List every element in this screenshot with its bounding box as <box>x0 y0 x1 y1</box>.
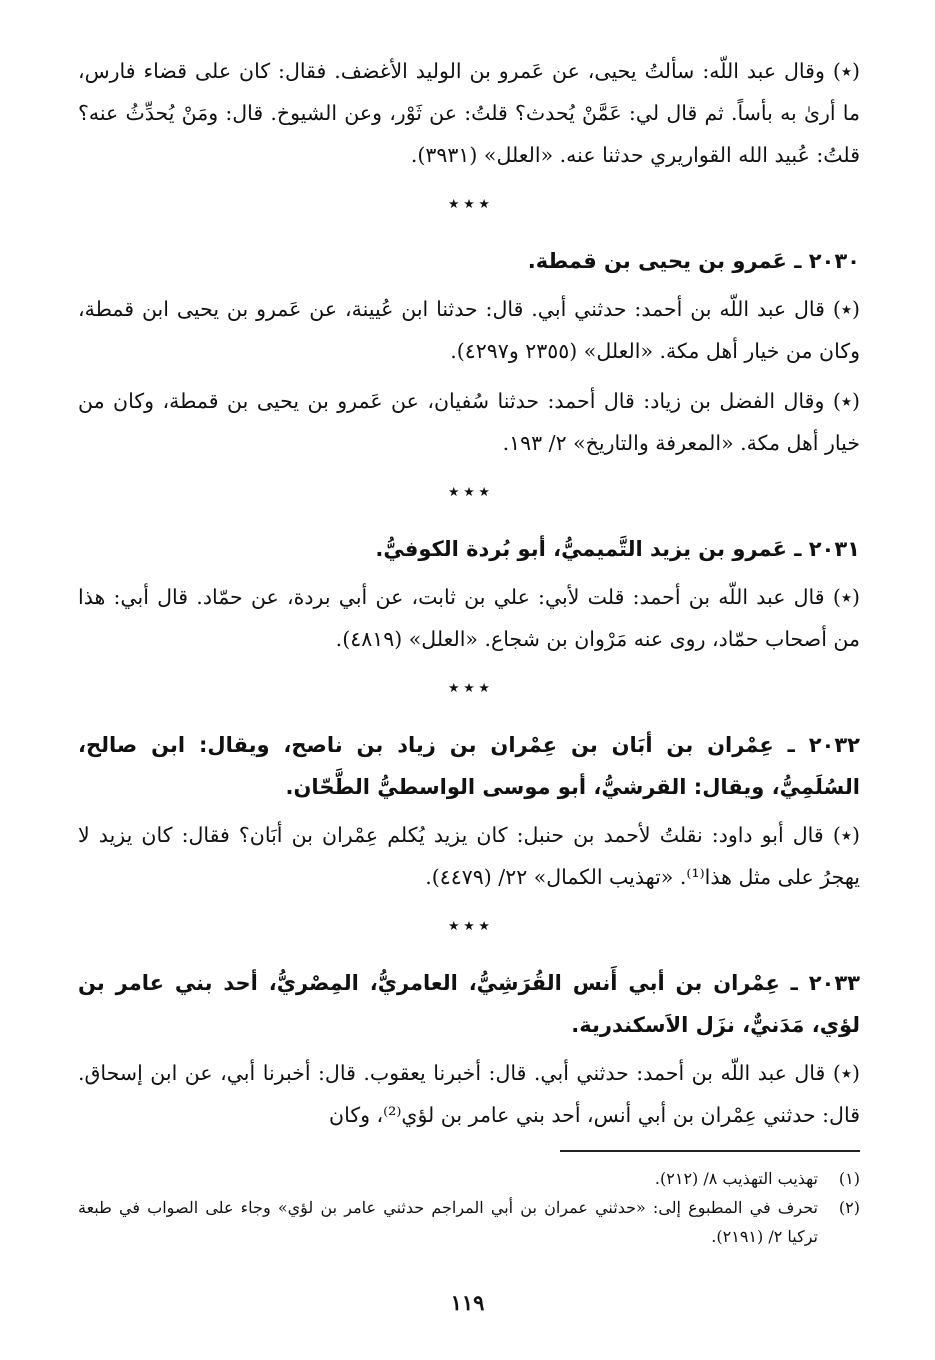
narration-paragraph: (٭) قال أبو داود: نقلتُ لأحمد بن حنبل: كان يزيد يُكلم عِمْران بن أبَان؟ فقال: كان يزيد لا يهجرُ على مثل هذا⁽¹⁾. «تهذيب الكمال» ٢٢/ (٤٤٧٩). <box>78 823 860 889</box>
page-number: ١١٩ <box>450 1290 485 1315</box>
section-separator: ٭ ٭ ٭ <box>449 916 489 936</box>
section-separator: ٭ ٭ ٭ <box>449 482 489 502</box>
footnote-divider <box>560 1150 860 1152</box>
footnotes <box>78 1164 860 1251</box>
footnote-text: تحرف في المطبوع إلى: «حدثني عمران بن أبي المراجم حدثني عامر بن لؤي» وجاء على الصواب في طبعة تركيا ٢/ (٢١٩١). <box>78 1198 818 1246</box>
entry-heading: ٢٠٣٣ ـ عِمْران بن أبي أَنس القُرَشِيُّ، العامريُّ، المِصْريُّ، أحد بني عامر بن لؤي، مَدَنيٌّ، نزَل الاَسكندرية. <box>78 971 860 1037</box>
narration-paragraph: (٭) وقال عبد اللّه: سألتُ يحيى، عن عَمرو بن الوليد الأغضف. فقال: كان على قضاء فارس، ما أرىٰ به بأساً. ثم قال لي: عَمَّنْ يُحدث؟ قلتُ: عن ثَوْر، وعن الشيوخ. قال: ومَنْ يُحدِّثُ عنه؟ قلتُ: عُبيد الله القواريري حدثنا عنه. «العلل» (٣٩٣١). <box>78 59 860 167</box>
entry-2032 <box>78 724 860 898</box>
entry-2031 <box>78 528 860 660</box>
narration-paragraph: (٭) قال عبد اللّه بن أحمد: حدثني أبي. قال: أخبرنا يعقوب. قال: أخبرنا أبي، عن ابن إسحاق. قال: حدثني عِمْران بن أبي أنس، أحد بني عامر بن لؤي⁽²⁾، وكان <box>78 1061 860 1127</box>
narration-paragraph: (٭) وقال الفضل بن زياد: قال أحمد: حدثنا سُفيان، عن عَمرو بن يحيى بن قمطة، وكان من خيار أهل مكة. «المعرفة والتاريخ» ٢/ ١٩٣. <box>78 389 860 455</box>
footnote <box>78 1193 860 1251</box>
entry-heading: ٢٠٣١ ـ عَمرو بن يزيد التَّميميُّ، أبو بُردة الكوفيُّ. <box>375 537 860 561</box>
footnote <box>78 1164 860 1193</box>
section-separator: ٭ ٭ ٭ <box>449 194 489 214</box>
footnote-number: (١) <box>838 1169 860 1188</box>
entry-2029-continuation <box>78 50 860 176</box>
narration-paragraph: (٭) قال عبد اللّه بن أحمد: قلت لأبي: علي بن ثابت، عن أبي بردة، عن حمّاد. قال أبي: هذا من أصحاب حمّاد، روى عنه مَرْوان بن شجاع. «العلل» (٤٨١٩). <box>78 585 860 651</box>
entry-2033 <box>78 962 860 1136</box>
narration-paragraph: (٭) قال عبد اللّه بن أحمد: حدثني أبي. قال: حدثنا ابن عُيينة، عن عَمرو بن يحيى ابن قمطة، وكان من خيار أهل مكة. «العلل» (٢٣٥٥ و٤٢٩٧). <box>78 297 860 363</box>
footnote-number: (٢) <box>838 1198 860 1217</box>
footnote-text: تهذيب التهذيب ٨/ (٢١٢). <box>654 1169 818 1188</box>
entry-2030 <box>78 240 860 464</box>
section-separator: ٭ ٭ ٭ <box>449 678 489 698</box>
entry-heading: ٢٠٣٢ ـ عِمْران بن أبَان بن عِمْران بن زياد بن ناصح، ويقال: ابن صالح، السُلَمِيُّ، ويقال: القرشيُّ، أبو موسى الواسطيُّ الطَّحّان. <box>78 733 860 799</box>
entry-heading: ٢٠٣٠ ـ عَمرو بن يحيى بن قمطة. <box>527 249 860 273</box>
